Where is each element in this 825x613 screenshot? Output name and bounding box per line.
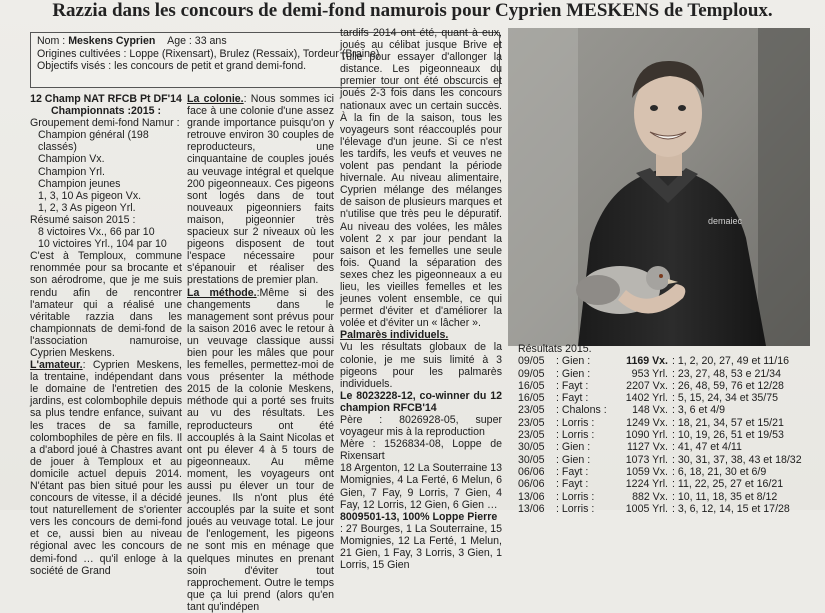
result-count: 953 Yrl. (604, 368, 672, 380)
result-count: 1073 Yrl. (604, 454, 672, 466)
result-place: : Fayt : (556, 380, 604, 392)
amateur-paragraph (30, 359, 182, 577)
intro-paragraph: C'est à Temploux, commune renommée pour sa brocante et son aérodrome, que je me suis rendu afin de rencontrer l'amateur qui a réalisé une véritable razzia dans les championnats de demi-fond de l'association namuroise, Cyprien Meskens. (30, 250, 182, 359)
window-light (508, 28, 578, 346)
headline: Razzia dans les concours de demi-fond namurois pour Cyprien MESKENS de Temploux. (0, 0, 825, 24)
result-count: 1127 Vx. (604, 441, 672, 453)
result-count: 1059 Vx. (604, 466, 672, 478)
origins: Origines cultivées : Loppe (Rixensart), Brulez (Ressaix), Tordeur (Braine) (37, 48, 493, 61)
result-positions: : 3, 6, 12, 14, 15 et 17/28 (672, 503, 812, 515)
result-positions: : 26, 48, 59, 76 et 12/28 (672, 380, 812, 392)
championship-line: Champion jeunes (30, 178, 182, 190)
championship-line: 10 victoires Yrl., 104 par 10 (30, 238, 182, 250)
results-row (512, 491, 812, 503)
fancier-photo (508, 28, 810, 346)
result-date: 09/05 (512, 368, 556, 380)
result-date: 09/05 (512, 355, 556, 367)
result-place: : Lorris : (556, 429, 604, 441)
jacket-logo: demaiec (708, 216, 743, 226)
name-value: Meskens Cyprien (68, 35, 155, 47)
result-count: 2207 Vx. (604, 380, 672, 392)
result-place: : Lorris : (556, 491, 604, 503)
result-place: : Gien : (556, 454, 604, 466)
championship-line: Champion général (198 classés) (30, 129, 182, 153)
results-row (512, 466, 812, 478)
column-2 (187, 93, 334, 510)
colonie-paragraph (187, 93, 334, 287)
championship-line: Champion Vx. (30, 153, 182, 165)
pigeon-wing (576, 275, 620, 305)
pigeon-2-title: 8009501-13, 100% Loppe Pierre (340, 511, 502, 523)
palmares-title: Palmarès individuels. (340, 329, 502, 341)
continuation-paragraph: tardifs 2014 ont été, quant à eux, joués au célibat jusque Brive et Tulle pour essayer d'allonger la distance. Les pigeonneaux du premier tour ont été obscurcis et joués 2-3 fois dans les concours nationaux avec un certain succès. À la fin de la saison, tous les voyageurs sont réaccouplés pour l'élevage d'un jeune. Si ce n'est les tardifs, les veufs et veuves ne volent pas pendant la période hivernale. Au niveau alimentaire, Cyprien mélange des mélanges de saison de plusieurs marques et n'utilise que très peu le dépuratif. Au niveau des volées, les mâles volent 2 x par jour pendant la saison et les femelles une seule fois. Quand la séparation des sexes chez les pigeonneaux a eu lieu, les vieilles femelles et les jeunes volent ensemble, ce qui permet d'éviter et d'améliorer la volée et d'éviter un « lâcher ». (340, 27, 502, 329)
result-date: 23/05 (512, 404, 556, 416)
result-place: : Chalons : (556, 404, 604, 416)
amateur-title: L'amateur. (30, 359, 83, 371)
result-place: : Gien : (556, 368, 604, 380)
champ-subtitle: Championnats :2015 : (30, 105, 182, 117)
results-row (512, 429, 812, 441)
result-count: 1402 Yrl. (604, 392, 672, 404)
result-date: 06/06 (512, 478, 556, 490)
results-row (512, 478, 812, 490)
results-row (512, 355, 812, 367)
photo-illustration (508, 28, 810, 346)
result-date: 23/05 (512, 417, 556, 429)
shadow-wall (758, 28, 810, 346)
result-place: : Lorris : (556, 503, 604, 515)
result-count: 882 Vx. (604, 491, 672, 503)
pigeon-head (646, 266, 670, 290)
results-row (512, 404, 812, 416)
championship-line: Champion Yrl. (30, 166, 182, 178)
result-date: 06/06 (512, 466, 556, 478)
pigeon-2-text: : 27 Bourges, 1 La Souterraine, 15 Momignies, 12 La Ferté, 1 Melun, 21 Gien, 1 Fay, 3 Lorris, 3 Gien, 1 Lorris, 15 Gien (340, 523, 502, 571)
result-positions: : 10, 19, 26, 51 et 19/53 (672, 429, 812, 441)
result-positions: : 3, 6 et 4/9 (672, 404, 812, 416)
result-date: 16/05 (512, 392, 556, 404)
result-date: 23/05 (512, 429, 556, 441)
championship-line: 1, 3, 10 As pigeon Vx. (30, 190, 182, 202)
pigeon-eye (659, 274, 663, 278)
palmares-text: Vu les résultats globaux de la colonie, je me suis limité à 3 pigeons pour les palmarès individuels. (340, 341, 502, 389)
result-positions: : 18, 21, 34, 57 et 15/21 (672, 417, 812, 429)
pigeon-1-title: Le 8023228-12, co-winner du 12 champion RFCB'14 (340, 390, 502, 414)
methode-paragraph (187, 287, 334, 613)
result-count: 1005 Yrl. (604, 503, 672, 515)
results-row (512, 380, 812, 392)
methode-title: La méthode. (187, 287, 257, 299)
colonie-text: : Nous sommes ici face à une colonie d'une assez grande importance puisqu'on y retrouve environ 30 couples de reproducteurs, une cinquantaine de couples joués au veuvage intégral et quelque 200 pigeonneaux. Ces pigeons sont logés dans de tout nouveaux pigeonniers faits maison, pigeonnier très spacieux sur 2 niveaux où les pigeons disposent de tout l'espace nécessaire pour s'épanouir et réaliser des prestations de premier plan. (187, 93, 334, 286)
colonie-title: La colonie. (187, 93, 244, 105)
results-title: Résultats 2015. (512, 343, 812, 355)
result-positions: : 5, 15, 24, 34 et 35/75 (672, 392, 812, 404)
result-positions: : 1, 2, 20, 27, 49 et 11/16 (672, 355, 812, 367)
result-place: : Fayt : (556, 466, 604, 478)
championship-lines (30, 117, 182, 250)
results-rows (512, 355, 812, 515)
result-positions: : 10, 11, 18, 35 et 8/12 (672, 491, 812, 503)
result-date: 16/05 (512, 380, 556, 392)
right-eye (678, 105, 686, 111)
championship-line: 8 victoires Vx., 66 par 10 (30, 226, 182, 238)
result-place: : Fayt : (556, 478, 604, 490)
pigeon-1-text: Père : 8026928-05, super voyageur mis à la reproduction Mère : 1526834-08, Loppe de Rixensart 18 Argenton, 12 La Souterraine 13 Momignies, 4 La Ferté, 6 Melun, 6 Gien, 7 Fay, 9 Lorris, 7 Gien, 4 Fay, 12 Lorris, 12 Gien, 6 Gien … (340, 414, 502, 511)
result-place: : Lorris : (556, 417, 604, 429)
result-positions: : 6, 18, 21, 30 et 6/9 (672, 466, 812, 478)
result-date: 30/05 (512, 441, 556, 453)
result-place: : Gien : (556, 355, 604, 367)
result-count: 1169 Vx. (604, 355, 672, 367)
results-table (512, 343, 812, 510)
results-row (512, 503, 812, 515)
result-place: : Gien : (556, 441, 604, 453)
results-row (512, 368, 812, 380)
column-1 (30, 93, 182, 510)
results-row (512, 441, 812, 453)
championship-line: Groupement demi-fond Namur : (30, 117, 182, 129)
championship-line: 1, 2, 3 As pigeon Yrl. (30, 202, 182, 214)
result-date: 13/06 (512, 491, 556, 503)
result-place: : Fayt : (556, 392, 604, 404)
result-count: 1090 Yrl. (604, 429, 672, 441)
result-date: 30/05 (512, 454, 556, 466)
result-positions: : 11, 22, 25, 27 et 16/21 (672, 478, 812, 490)
left-eye (650, 105, 658, 111)
results-row (512, 454, 812, 466)
result-positions: : 41, 47 et 4/11 (672, 441, 812, 453)
result-date: 13/06 (512, 503, 556, 515)
age: Age : 33 ans (167, 35, 227, 47)
name-label: Nom : (37, 35, 68, 47)
champ-title: 12 Champ NAT RFCB Pt DF'14 (30, 93, 182, 105)
results-row (512, 392, 812, 404)
result-count: 148 Vx. (604, 404, 672, 416)
results-row (512, 417, 812, 429)
column-3 (340, 27, 502, 510)
result-positions: : 30, 31, 37, 38, 43 et 18/32 (672, 454, 812, 466)
methode-text: :Même si des changements dans le management sont prévus pour la saison 2016 avec le retour à un veuvage classique aussi bien pour les mâles que pour les femelles, permettez-moi de vous présenter la méthode 2015 de la colonie Meskens, méthode qui a porté ses fruits au vu des résultats. Les reproducteurs ont été accouplés à la Saint Nicolas et ont pu élever 4 à 5 tours de pigeonneaux. Au même moment, les voyageurs ont aussi pu élever un tour de jeunes. Ils n'ont plus été accouplés par la suite et sont joués au veuvage total. Le jour de l'enlogement, les pigeons ne sont mis en ménage que quelques minutes en prenant soin d'éviter tout rapprochement. Outre le temps que ça lui prend (alors qu'en tant qu'indépen (187, 287, 334, 613)
amateur-text: : Cyprien Meskens, la trentaine, indépendant dans le domaine de l'entretien des jardins, est colombophile depuis sa plus tendre enfance, suivant les traces de sa famille, colombophiles de père en fils. Il a d'abord joué à Chastres avant de jouer à Temploux et au domicile actuel depuis 2014. N'étant pas bien situé pour les concours de vitesse, il a décidé tout naturellement de s'orienter vers les concours de demi-fond et ce, aussi bien au niveau régional avec les concours de demi-fond … qu'il enloge à la société de Grand (30, 359, 182, 577)
championship-line: Résumé saison 2015 : (30, 214, 182, 226)
result-count: 1224 Yrl. (604, 478, 672, 490)
result-positions: : 23, 27, 48, 53 e 21/34 (672, 368, 812, 380)
objectives: Objectifs visés : les concours de petit et grand demi-fond. (37, 60, 493, 73)
result-count: 1249 Vx. (604, 417, 672, 429)
